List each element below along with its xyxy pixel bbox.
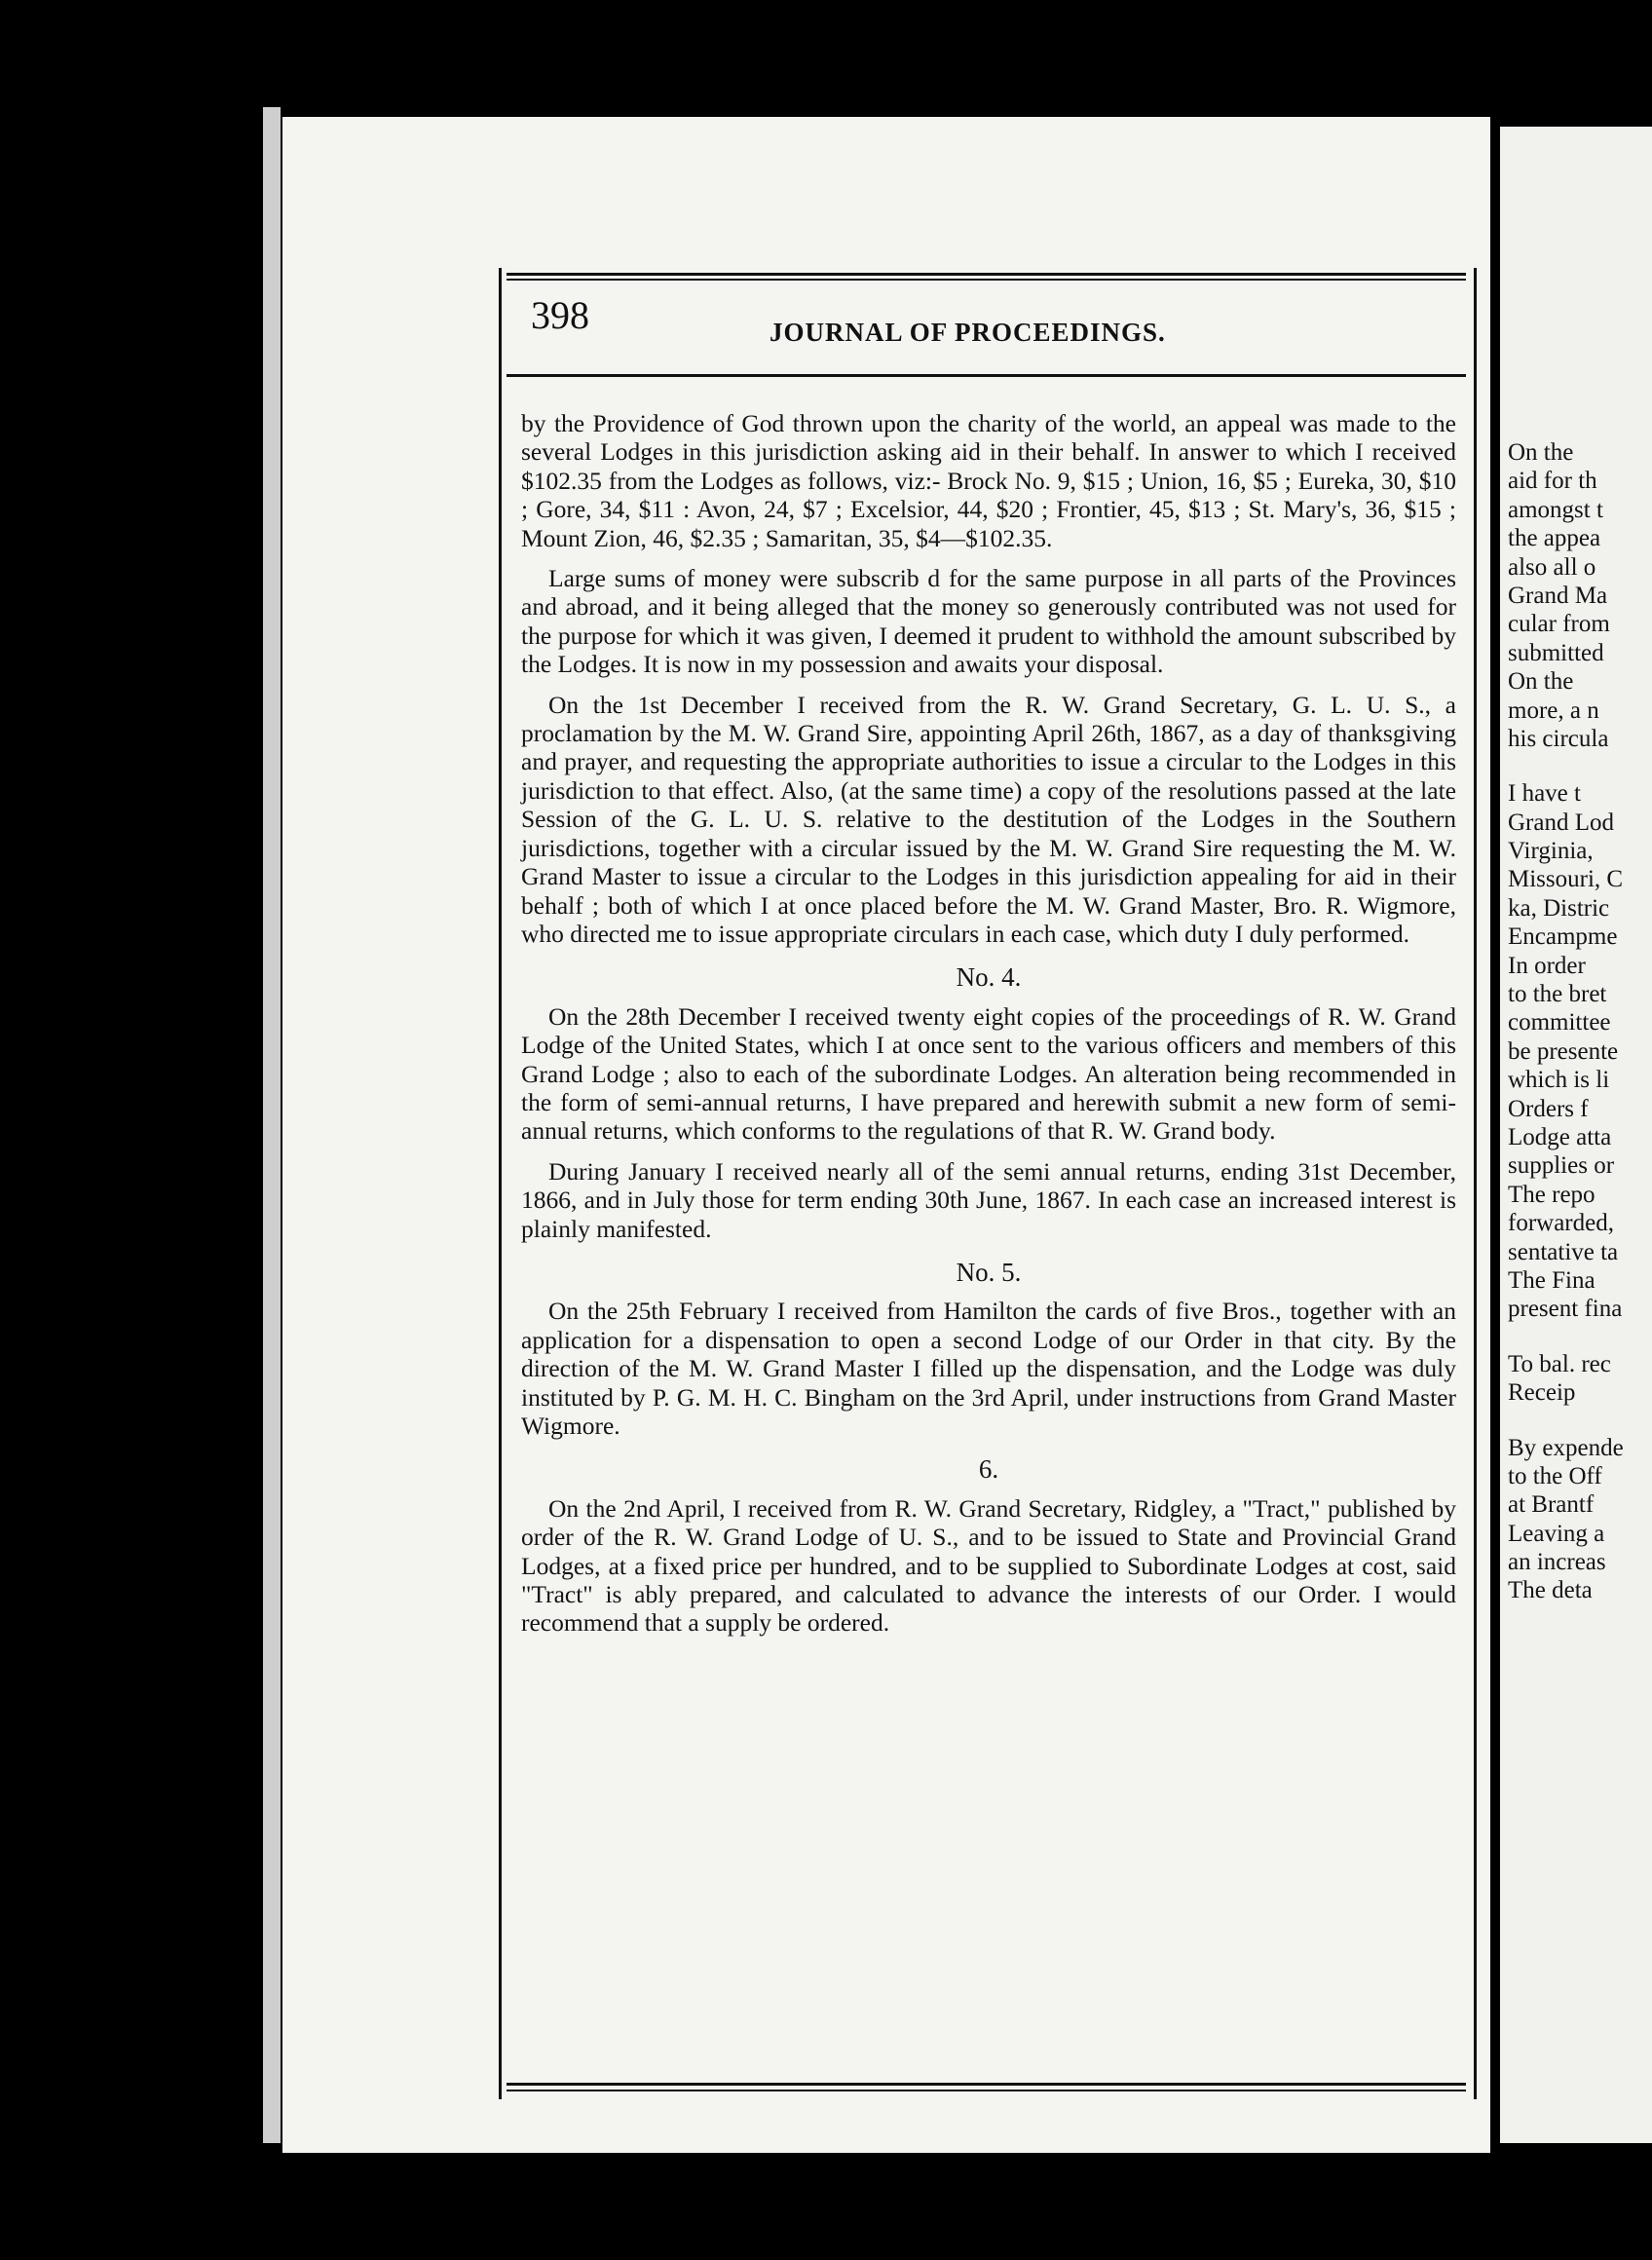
adjacent-line: ka, Distric	[1508, 894, 1610, 922]
top-rule-thin	[507, 279, 1466, 281]
adjacent-line: Receip	[1508, 1379, 1576, 1407]
adjacent-line: I have t	[1508, 780, 1581, 808]
adjacent-line: forwarded,	[1508, 1210, 1614, 1237]
adjacent-line: submitted	[1508, 639, 1604, 666]
adjacent-line: at Brantf	[1508, 1491, 1595, 1519]
paragraph: During January I received nearly all of the semi annual returns, ending 31st December, 1866, and in July those for term ending 30th June, 1867. In each case an increased interest is plainly manifested.	[521, 1156, 1456, 1243]
adjacent-line: On the	[1508, 439, 1574, 466]
adjacent-line: To bal. rec	[1508, 1350, 1611, 1377]
adjacent-line: The deta	[1508, 1577, 1593, 1604]
adjacent-line: Virginia,	[1508, 838, 1594, 865]
running-head: JOURNAL OF PROCEEDINGS.	[770, 318, 1166, 347]
bottom-rule	[507, 2083, 1466, 2086]
adjacent-line: Grand Ma	[1508, 582, 1608, 609]
fragment-gap	[1508, 1324, 1652, 1350]
paragraph: On the 25th February I received from Hamilton the cards of five Bros., together with an application for a dispensation to open a second Lodge of our Order in that city. By the direction of the M. W. Grand Master I filled up the dispensation, and the Lodge was duly instituted by P. G. M. H. C. Bingham on the 3rd April, under instructions from Grand Master Wigmore.	[521, 1297, 1456, 1440]
adjacent-line: cular from	[1508, 611, 1610, 638]
adjacent-line: also all o	[1508, 553, 1596, 581]
adjacent-line: The Fina	[1508, 1266, 1596, 1294]
section-heading: 6.	[978, 1454, 999, 1485]
fragment-gap	[1508, 1408, 1652, 1434]
page-number: 398	[531, 293, 589, 337]
adjacent-line: the appea	[1508, 525, 1601, 552]
adjacent-line: The repo	[1508, 1181, 1596, 1208]
adjacent-line: to the bret	[1508, 981, 1607, 1008]
paragraph: On the 28th December I received twenty eight copies of the proceedings of R. W. Grand Lodge of the United States, which I at once sent to the various officers and members of this Grand Lodge ; also to each of the subordinate Lodges. An alteration being recommended in the form of semi-annual returns, I have prepared and herewith submit a new form of semi-annual returns, which conforms to the regulations of that R. W. Grand body.	[521, 1001, 1456, 1146]
adjacent-line: more, a n	[1508, 697, 1599, 724]
adjacent-page-text	[1508, 438, 1652, 1605]
adjacent-line: committee	[1508, 1009, 1611, 1036]
adjacent-line: Missouri, C	[1508, 866, 1624, 893]
adjacent-page	[1500, 127, 1652, 2143]
page-header	[531, 292, 1456, 351]
adjacent-line: which is li	[1508, 1067, 1610, 1094]
adjacent-line: present fina	[1508, 1296, 1623, 1323]
adjacent-line: Grand Lod	[1508, 809, 1614, 836]
header-rule	[507, 374, 1466, 377]
adjacent-line: his circula	[1508, 725, 1609, 752]
adjacent-line: aid for th	[1508, 468, 1597, 495]
adjacent-line: supplies or	[1508, 1152, 1615, 1180]
adjacent-line: Leaving a	[1508, 1520, 1605, 1547]
adjacent-line: to the Off	[1508, 1462, 1602, 1489]
adjacent-line: Lodge atta	[1508, 1123, 1612, 1150]
section-heading: No. 4.	[956, 962, 1022, 993]
adjacent-line: Encampme	[1508, 923, 1618, 951]
body-text	[521, 409, 1456, 1649]
paragraph: Large sums of money were subscrib d for the same purpose in all parts of the Provinces and abroad, and it being alleged that the money so generously contributed was not used for the purpose for which it was given, I deemed it prudent to withhold the amount subscribed by the Lodges. It is now in my possession and awaits your disposal.	[521, 564, 1456, 679]
adjacent-line: Orders f	[1508, 1095, 1589, 1122]
adjacent-line: be presente	[1508, 1037, 1619, 1065]
adjacent-line: an increas	[1508, 1549, 1606, 1576]
scan-edge	[263, 107, 281, 2143]
fragment-gap	[1508, 753, 1652, 779]
adjacent-line: On the	[1508, 668, 1574, 696]
adjacent-line: In order	[1508, 952, 1586, 979]
continued-paragraph: by the Providence of God thrown upon the charity of the world, an appeal was made to the several Lodges in this jurisdiction asking aid in their behalf. In answer to which I received $102.35 from the Lodges as follows, viz:- Brock No. 9, $15 ; Union, 16, $5 ; Eureka, 30, $10 ; Gore, 34, $11 : Avon, 24, $7 ; Excelsior, 44, $20 ; Frontier, 45, $13 ; St. Mary's, 36, $15 ; Mount Zion, 46, $2.35 ; Samaritan, 35, $4—$102.35.	[521, 409, 1456, 552]
section-heading: No. 5.	[956, 1257, 1022, 1287]
adjacent-line: amongst t	[1508, 496, 1603, 523]
top-rule	[507, 273, 1466, 276]
paragraph: On the 2nd April, I received from R. W. Grand Secretary, Ridgley, a "Tract," published by order of the R. W. Grand Lodge of U. S., and to be issued to State and Provincial Grand Lodges, at a fixed price per hundred, and to be supplied to Subordinate Lodges at cost, said "Tract" is ably prepared, and calculated to advance the interests of our Order. I would recommend that a supply be ordered.	[521, 1493, 1456, 1638]
adjacent-line: By expende	[1508, 1434, 1624, 1461]
bottom-rule-thin	[507, 2090, 1466, 2091]
adjacent-line: sentative ta	[1508, 1238, 1619, 1265]
paragraph: On the 1st December I received from the R. W. Grand Secretary, G. L. U. S., a proclamation by the M. W. Grand Sire, appointing April 26th, 1867, as a day of thanksgiving and prayer, and requesting the appropriate authorities to issue a circular to the Lodges in this jurisdiction to that effect. Also, (at the same time) a copy of the resolutions passed at the late Session of the G. L. U. S. relative to the destitution of the Lodges in the Southern jurisdictions, together with a circular issued by the M. W. Grand Sire requesting the M. W. Grand Master to issue a circular to the Lodges in this jurisdiction appealing for aid in their behalf ; both of which I at once placed before the M. W. Grand Master, Bro. R. Wigmore, who directed me to issue appropriate circulars in each case, which duty I duly performed.	[521, 690, 1456, 948]
